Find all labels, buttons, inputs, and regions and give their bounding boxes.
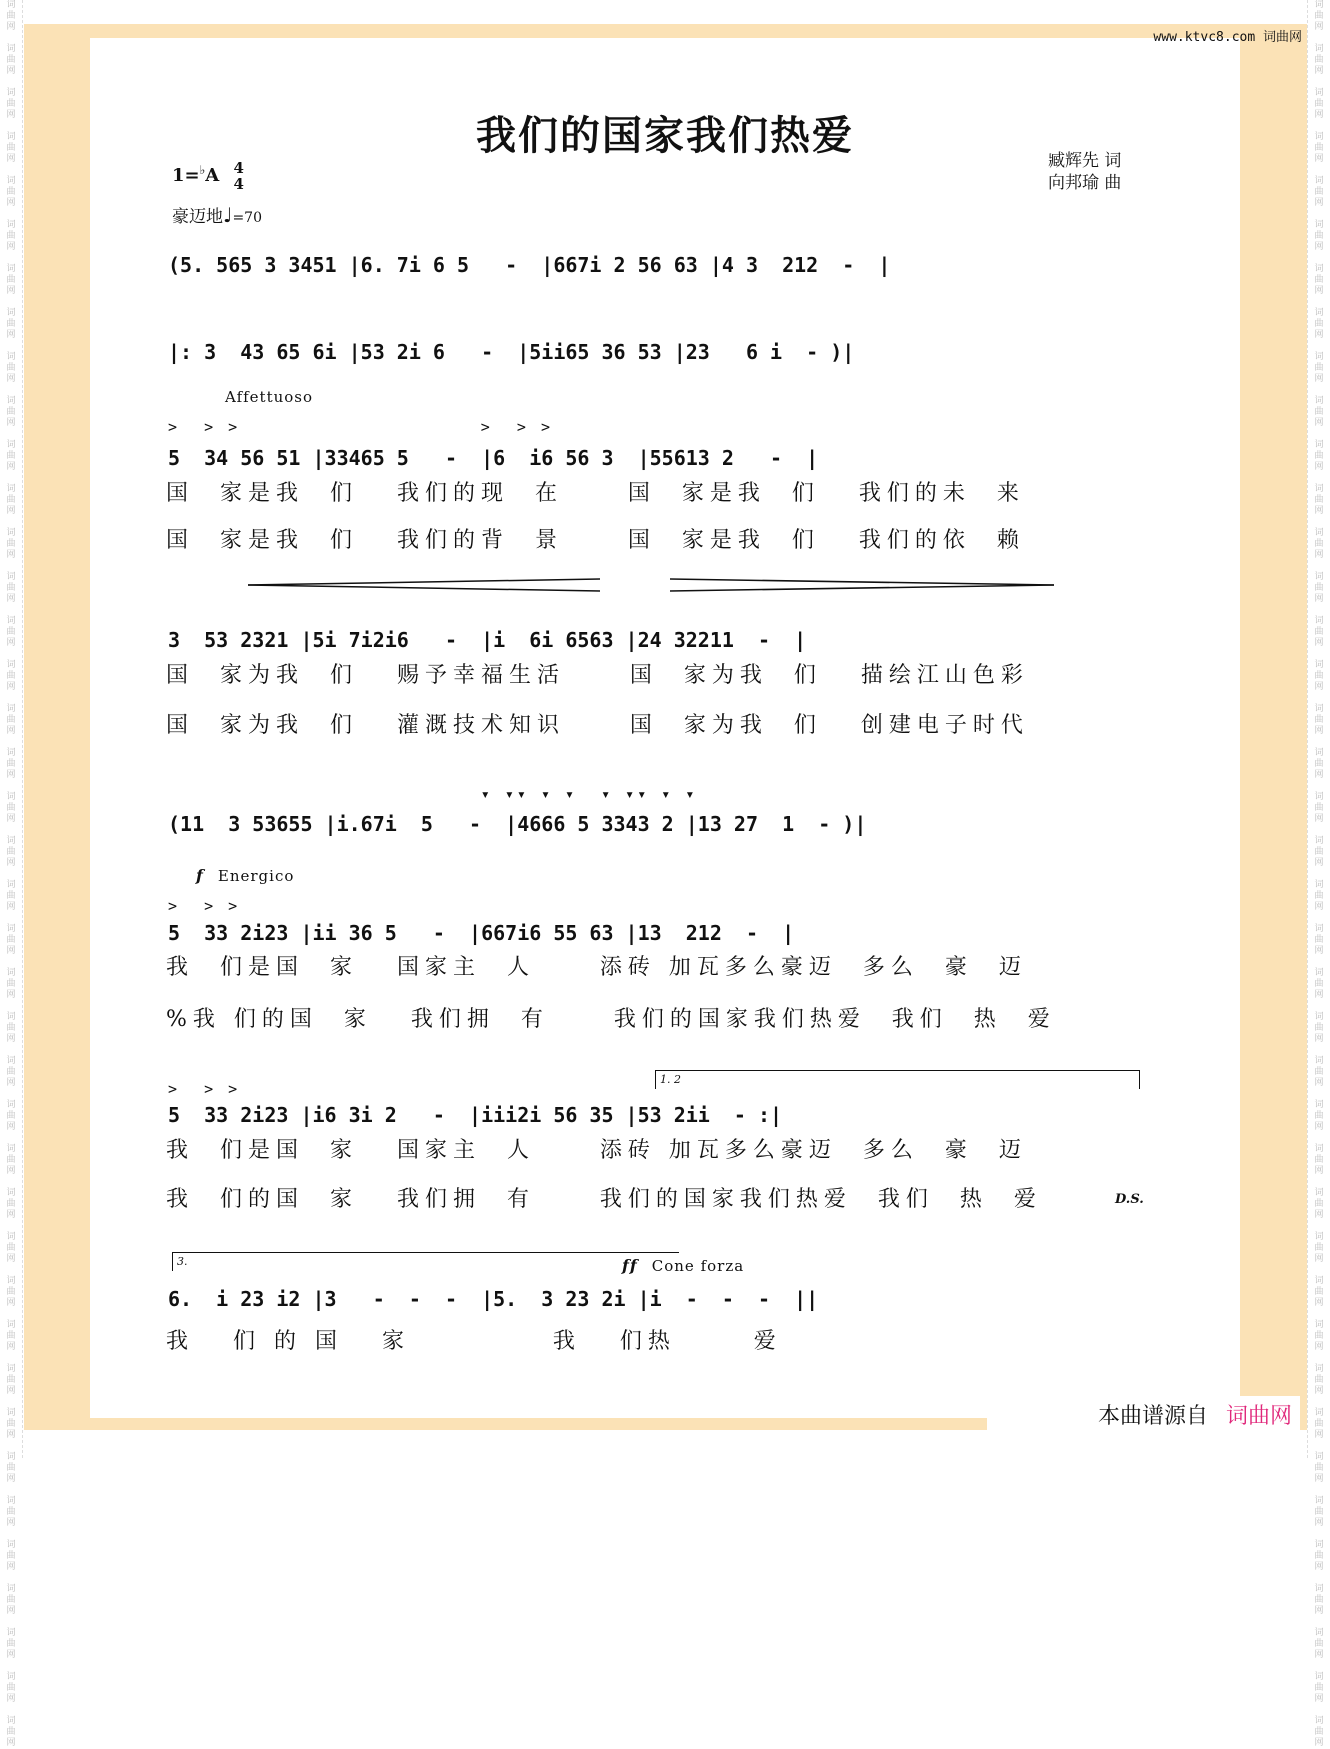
flat-icon: ♭ <box>199 163 206 177</box>
expression-energico <box>196 866 294 885</box>
accent-marks: > > > <box>168 1080 241 1098</box>
tempo-bpm: =70 <box>232 210 262 226</box>
time-top: 4 <box>233 159 244 177</box>
notes: 5 34 56 51 |33465 5 - |6 i6 56 3 |55613 2 - | <box>168 446 819 470</box>
score-line-8 <box>168 1284 1162 1314</box>
expression-affettuoso: Affettuoso <box>225 388 314 406</box>
quarter-note-icon: ♩ <box>223 203 233 227</box>
score-line-1 <box>168 250 1162 280</box>
notes: 3 53 2321 |5i 7i2i6 - |i 6i 6563 |24 32211 - | <box>168 628 807 652</box>
key-signature <box>172 160 244 192</box>
lyric-line-4b: 国 家为我 们 灌溉技术知识 国 家为我 们 创建电子时代 <box>166 713 1029 738</box>
right-watermark-strip: 词 曲 网 词 曲 网 词 曲 网 词 曲 网 词 曲 网 词 曲 网 词 曲 网 词 曲 网 词 曲 网 词 曲 网 词 曲 网 词 曲 网 词 曲 网 词 曲 网 词 曲 网 词 曲 网 词 曲 网 词 曲 网 词 曲 网 词 曲 网 词 曲 网 词 曲 网 词 曲 网 词 曲 网 词 曲 网 词 曲 网 词 曲 网 词 曲 网 词 曲 网 词 曲 网 词 曲 网 词 曲 网 词 曲 网 词 曲 网 词 曲 网 词 曲 网 词 曲 网 词 曲 网 词 曲 网 词 曲 网 <box>1307 0 1330 1458</box>
time-bottom: 4 <box>233 175 244 193</box>
volta-third-ending: 3. <box>172 1252 679 1271</box>
source-label: 本曲谱源自 <box>1097 1403 1208 1429</box>
score-line-7 <box>168 1100 1162 1130</box>
site-watermark-top[interactable]: www.ktvc8.com 词曲网 <box>1153 30 1302 45</box>
score-line-5 <box>168 809 1162 839</box>
crescendo-hairpin <box>248 578 600 590</box>
key-note: A <box>205 165 220 186</box>
expression-forza <box>622 1256 744 1275</box>
staccato-marks: ▾ ▾▾ ▾ ▾ ▾ ▾▾ ▾ ▾ <box>168 785 698 803</box>
time-signature <box>234 160 244 192</box>
notes: (11 3 53655 |i.67i 5 - |4666 5 3343 2 |13 27 1 - )| <box>168 812 867 836</box>
site-brand-link[interactable]: 词曲网 <box>1225 1403 1292 1429</box>
composer-credit: 向邦瑜 曲 <box>1048 173 1122 193</box>
lyric-line-3b: 国 家是我 们 我们的背 景 国 家是我 们 我们的依 赖 <box>166 528 1025 553</box>
dynamic-ff: ff <box>622 1256 638 1275</box>
score-line-4 <box>168 625 1162 655</box>
accent-marks: > > > > > > <box>168 418 553 436</box>
lyric-line-8: 我 们 的 国 家 我 们热 爱 <box>166 1329 782 1354</box>
notes: (5. 565 3 3451 |6. 7i 6 5 - |667i 2 56 63 |4 3 212 - | <box>168 253 891 277</box>
lyric-line-7a: 我 们是国 家 国家主 人 添砖 加瓦多么豪迈 多么 豪 迈 <box>166 1138 1027 1163</box>
credits <box>1048 150 1121 194</box>
energico-label: Energico <box>217 867 295 885</box>
accent-marks: > > > <box>168 897 241 915</box>
lyric-line-6b: %我 们的国 家 我们拥 有 我们的国家我们热爱 我们 热 爱 <box>166 1007 1056 1032</box>
dynamic-f: f <box>196 866 204 885</box>
lyricist-credit: 臧辉先 词 <box>1048 151 1122 171</box>
score-line-6 <box>168 918 1162 948</box>
song-title: 我们的国家我们热爱 <box>476 112 854 159</box>
decrescendo-hairpin <box>670 578 1054 590</box>
notes: 6. i 23 i2 |3 - - - |5. 3 23 2i |i - - - || <box>168 1287 819 1311</box>
lyric-line-3a: 国 家是我 们 我们的现 在 国 家是我 们 我们的未 来 <box>166 481 1025 506</box>
key-tonic: 1= <box>172 165 200 186</box>
tempo-marking <box>172 202 262 227</box>
left-watermark-strip: 词 曲 网 词 曲 网 词 曲 网 词 曲 网 词 曲 网 词 曲 网 词 曲 网 词 曲 网 词 曲 网 词 曲 网 词 曲 网 词 曲 网 词 曲 网 词 曲 网 词 曲 网 词 曲 网 词 曲 网 词 曲 网 词 曲 网 词 曲 网 词 曲 网 词 曲 网 词 曲 网 词 曲 网 词 曲 网 词 曲 网 词 曲 网 词 曲 网 词 曲 网 词 曲 网 词 曲 网 词 曲 网 词 曲 网 词 曲 网 词 曲 网 词 曲 网 词 曲 网 词 曲 网 词 曲 网 词 曲 网 <box>0 0 23 1458</box>
score-line-2 <box>168 337 1162 367</box>
lyric-line-4a: 国 家为我 们 赐予幸福生活 国 家为我 们 描绘江山色彩 <box>166 663 1029 688</box>
site-watermark-bottom[interactable] <box>987 1396 1300 1432</box>
notes: 5 33 2i23 |ii 36 5 - |667i6 55 63 |13 212 - | <box>168 921 795 945</box>
forza-label: Cone forza <box>651 1257 745 1275</box>
volta-first-ending: 1. 2 <box>655 1070 1140 1089</box>
score-line-3 <box>168 443 1162 473</box>
lyric-line-6a: 我 们是国 家 国家主 人 添砖 加瓦多么豪迈 多么 豪 迈 <box>166 955 1027 980</box>
notes: 5 33 2i23 |i6 3i 2 - |iii2i 56 35 |53 2ii - :| <box>168 1103 783 1127</box>
dal-segno-mark: D.S. <box>1115 1192 1144 1207</box>
lyric-line-7b: 我 们的国 家 我们拥 有 我们的国家我们热爱 我们 热 爱 <box>166 1187 1042 1212</box>
notes: |: 3 43 65 6i |53 2i 6 - |5ii65 36 53 |23 6 i - )| <box>168 340 855 364</box>
tempo-term: 豪迈地 <box>172 207 223 227</box>
